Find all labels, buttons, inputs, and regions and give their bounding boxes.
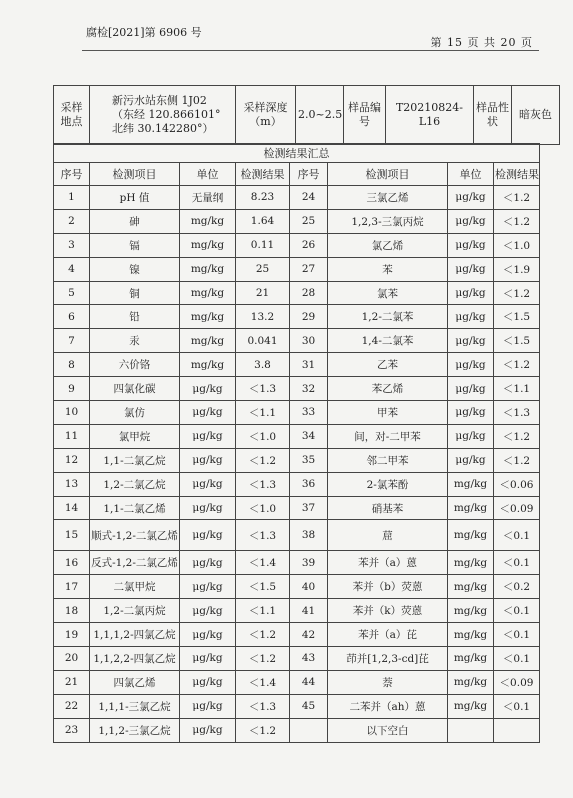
test-item: 1,1-二氯乙烷 bbox=[90, 448, 180, 472]
table-row bbox=[54, 670, 540, 694]
location-value bbox=[90, 86, 236, 145]
depth-value: 2.0~2.5 bbox=[296, 86, 344, 145]
table-row bbox=[54, 718, 540, 742]
column-header: 单位 bbox=[448, 163, 494, 186]
unit: μg/kg bbox=[180, 520, 236, 551]
row-number bbox=[290, 718, 328, 742]
row-number: 10 bbox=[54, 401, 90, 425]
sample-info-table bbox=[53, 85, 560, 145]
unit: μg/kg bbox=[448, 424, 494, 448]
unit: μg/kg bbox=[180, 472, 236, 496]
row-number: 45 bbox=[290, 694, 328, 718]
test-item: pH 值 bbox=[90, 186, 180, 210]
test-item: 砷 bbox=[90, 209, 180, 233]
test-result: ＜0.06 bbox=[494, 472, 540, 496]
test-result: ＜1.1 bbox=[236, 599, 290, 623]
row-number: 20 bbox=[54, 647, 90, 671]
location-label: 采样地点 bbox=[54, 86, 90, 145]
depth-label: 采样深度（m） bbox=[236, 86, 296, 145]
row-number: 38 bbox=[290, 520, 328, 551]
row-number: 43 bbox=[290, 647, 328, 671]
row-number: 19 bbox=[54, 623, 90, 647]
test-item: 1,1,2-三氯乙烷 bbox=[90, 718, 180, 742]
test-result: ＜0.1 bbox=[494, 551, 540, 575]
unit: μg/kg bbox=[180, 647, 236, 671]
test-result: ＜0.1 bbox=[494, 694, 540, 718]
unit: mg/kg bbox=[180, 329, 236, 353]
report-number: 腐检[2021]第 6906 号 bbox=[86, 26, 202, 39]
test-result: ＜1.2 bbox=[494, 186, 540, 210]
test-item: 以下空白 bbox=[328, 718, 448, 742]
test-result bbox=[494, 718, 540, 742]
unit: μg/kg bbox=[180, 377, 236, 401]
test-item: 䓛 bbox=[328, 520, 448, 551]
unit: μg/kg bbox=[180, 448, 236, 472]
unit: mg/kg bbox=[448, 472, 494, 496]
test-result: ＜1.0 bbox=[494, 233, 540, 257]
test-result: ＜1.2 bbox=[494, 353, 540, 377]
row-number: 3 bbox=[54, 233, 90, 257]
unit: μg/kg bbox=[180, 599, 236, 623]
test-result: ＜1.1 bbox=[494, 377, 540, 401]
test-result: ＜0.1 bbox=[494, 647, 540, 671]
test-result: ＜1.3 bbox=[494, 401, 540, 425]
row-number: 41 bbox=[290, 599, 328, 623]
table-row bbox=[54, 186, 540, 210]
test-result: ＜1.2 bbox=[494, 424, 540, 448]
location-line: 新污水站东侧 1J02 bbox=[112, 94, 207, 107]
column-header: 检测项目 bbox=[90, 163, 180, 186]
test-item: 1,1-二氯乙烯 bbox=[90, 496, 180, 520]
test-item: 反式-1,2-二氯乙烯 bbox=[90, 551, 180, 575]
table-row bbox=[54, 233, 540, 257]
test-result: ＜1.2 bbox=[236, 718, 290, 742]
test-item: 茚并[1,2,3-cd]芘 bbox=[328, 647, 448, 671]
row-number: 28 bbox=[290, 281, 328, 305]
test-item: 镉 bbox=[90, 233, 180, 257]
test-result: 25 bbox=[236, 257, 290, 281]
test-item: 1,1,1,2-四氯乙烷 bbox=[90, 623, 180, 647]
row-number: 17 bbox=[54, 575, 90, 599]
test-item: 萘 bbox=[328, 670, 448, 694]
row-number: 5 bbox=[54, 281, 90, 305]
table-row bbox=[54, 424, 540, 448]
test-item: 2-氯苯酚 bbox=[328, 472, 448, 496]
table-row bbox=[54, 329, 540, 353]
table-row bbox=[54, 599, 540, 623]
table-row bbox=[54, 647, 540, 671]
test-result: 21 bbox=[236, 281, 290, 305]
test-item: 1,1,1-三氯乙烷 bbox=[90, 694, 180, 718]
test-result: ＜0.1 bbox=[494, 599, 540, 623]
test-result: 8.23 bbox=[236, 186, 290, 210]
table-row bbox=[54, 551, 540, 575]
unit: 无量纲 bbox=[180, 186, 236, 210]
row-number: 1 bbox=[54, 186, 90, 210]
test-item: 氯甲烷 bbox=[90, 424, 180, 448]
location-line: 北纬 30.142280°） bbox=[112, 122, 214, 135]
test-item: 1,2-二氯苯 bbox=[328, 305, 448, 329]
row-number: 4 bbox=[54, 257, 90, 281]
row-number: 24 bbox=[290, 186, 328, 210]
test-item: 甲苯 bbox=[328, 401, 448, 425]
table-row bbox=[54, 281, 540, 305]
unit: mg/kg bbox=[180, 305, 236, 329]
test-result: ＜0.09 bbox=[494, 670, 540, 694]
test-item: 四氯化碳 bbox=[90, 377, 180, 401]
test-item: 间，对-二甲苯 bbox=[328, 424, 448, 448]
page-indicator: 第 15 页 共 20 页 bbox=[430, 36, 533, 49]
unit: μg/kg bbox=[180, 551, 236, 575]
test-item: 氯仿 bbox=[90, 401, 180, 425]
table-row bbox=[54, 377, 540, 401]
unit: mg/kg bbox=[448, 496, 494, 520]
row-number: 9 bbox=[54, 377, 90, 401]
unit: μg/kg bbox=[448, 377, 494, 401]
table-row bbox=[54, 520, 540, 551]
table-row bbox=[54, 575, 540, 599]
test-item: 氯乙烯 bbox=[328, 233, 448, 257]
column-header: 单位 bbox=[180, 163, 236, 186]
test-result: ＜1.3 bbox=[236, 694, 290, 718]
column-header: 序号 bbox=[54, 163, 90, 186]
unit: μg/kg bbox=[448, 257, 494, 281]
unit: mg/kg bbox=[180, 353, 236, 377]
unit: mg/kg bbox=[180, 257, 236, 281]
row-number: 23 bbox=[54, 718, 90, 742]
test-item: 铅 bbox=[90, 305, 180, 329]
table-row bbox=[54, 623, 540, 647]
sample-property-label: 样品性状 bbox=[474, 86, 512, 145]
row-number: 25 bbox=[290, 209, 328, 233]
test-result: ＜0.1 bbox=[494, 623, 540, 647]
test-item: 1,4-二氯苯 bbox=[328, 329, 448, 353]
unit: μg/kg bbox=[180, 401, 236, 425]
row-number: 11 bbox=[54, 424, 90, 448]
row-number: 14 bbox=[54, 496, 90, 520]
row-number: 42 bbox=[290, 623, 328, 647]
test-result: ＜1.5 bbox=[236, 575, 290, 599]
unit: μg/kg bbox=[448, 401, 494, 425]
unit: mg/kg bbox=[448, 520, 494, 551]
row-number: 27 bbox=[290, 257, 328, 281]
test-result: ＜1.1 bbox=[236, 401, 290, 425]
test-item: 二氯甲烷 bbox=[90, 575, 180, 599]
test-result: 13.2 bbox=[236, 305, 290, 329]
unit: μg/kg bbox=[180, 670, 236, 694]
unit: mg/kg bbox=[180, 209, 236, 233]
unit: mg/kg bbox=[448, 599, 494, 623]
column-header: 检测结果 bbox=[236, 163, 290, 186]
unit: mg/kg bbox=[448, 694, 494, 718]
test-result: ＜1.0 bbox=[236, 424, 290, 448]
table-row bbox=[54, 257, 540, 281]
test-item: 氯苯 bbox=[328, 281, 448, 305]
row-number: 32 bbox=[290, 377, 328, 401]
row-number: 26 bbox=[290, 233, 328, 257]
test-result: ＜0.2 bbox=[494, 575, 540, 599]
unit: μg/kg bbox=[448, 448, 494, 472]
sample-property-value: 暗灰色 bbox=[512, 86, 560, 145]
unit: mg/kg bbox=[180, 281, 236, 305]
row-number: 21 bbox=[54, 670, 90, 694]
row-number: 35 bbox=[290, 448, 328, 472]
row-number: 12 bbox=[54, 448, 90, 472]
test-item: 硝基苯 bbox=[328, 496, 448, 520]
test-item: 苯 bbox=[328, 257, 448, 281]
unit: μg/kg bbox=[448, 353, 494, 377]
row-number: 37 bbox=[290, 496, 328, 520]
row-number: 15 bbox=[54, 520, 90, 551]
row-number: 44 bbox=[290, 670, 328, 694]
row-number: 31 bbox=[290, 353, 328, 377]
test-result: ＜1.3 bbox=[236, 472, 290, 496]
unit: μg/kg bbox=[448, 233, 494, 257]
test-result: ＜1.2 bbox=[494, 281, 540, 305]
location-line: （东经 120.866101° bbox=[112, 108, 221, 121]
test-result: ＜1.2 bbox=[236, 623, 290, 647]
unit: mg/kg bbox=[448, 575, 494, 599]
sample-no-value: T20210824-L16 bbox=[386, 86, 474, 145]
test-item: 苯乙烯 bbox=[328, 377, 448, 401]
test-result: ＜1.9 bbox=[494, 257, 540, 281]
test-result: ＜1.5 bbox=[494, 329, 540, 353]
test-item: 乙苯 bbox=[328, 353, 448, 377]
test-item: 汞 bbox=[90, 329, 180, 353]
unit: μg/kg bbox=[180, 694, 236, 718]
table-row bbox=[54, 496, 540, 520]
unit: μg/kg bbox=[448, 209, 494, 233]
unit: μg/kg bbox=[448, 281, 494, 305]
results-table bbox=[53, 143, 540, 743]
test-item: 顺式-1,2-二氯乙烯 bbox=[90, 520, 180, 551]
sample-no-label: 样品编号 bbox=[344, 86, 386, 145]
table-row bbox=[54, 353, 540, 377]
test-result: ＜1.0 bbox=[236, 496, 290, 520]
test-item: 1,1,2,2-四氯乙烷 bbox=[90, 647, 180, 671]
row-number: 30 bbox=[290, 329, 328, 353]
table-row bbox=[54, 448, 540, 472]
row-number: 18 bbox=[54, 599, 90, 623]
test-item: 镍 bbox=[90, 257, 180, 281]
row-number: 40 bbox=[290, 575, 328, 599]
test-result: ＜1.2 bbox=[494, 209, 540, 233]
test-item: 邻二甲苯 bbox=[328, 448, 448, 472]
row-number: 13 bbox=[54, 472, 90, 496]
unit: μg/kg bbox=[448, 305, 494, 329]
row-number: 36 bbox=[290, 472, 328, 496]
test-item: 1,2-二氯乙烷 bbox=[90, 472, 180, 496]
row-number: 2 bbox=[54, 209, 90, 233]
unit: mg/kg bbox=[448, 623, 494, 647]
column-header: 检测项目 bbox=[328, 163, 448, 186]
test-result: ＜1.5 bbox=[494, 305, 540, 329]
test-item: 苯并（k）荧蒽 bbox=[328, 599, 448, 623]
test-item: 1,2-二氯丙烷 bbox=[90, 599, 180, 623]
column-header: 检测结果 bbox=[494, 163, 540, 186]
row-number: 39 bbox=[290, 551, 328, 575]
test-result: ＜0.1 bbox=[494, 520, 540, 551]
test-item: 四氯乙烯 bbox=[90, 670, 180, 694]
header-rule bbox=[82, 50, 539, 51]
unit: mg/kg bbox=[448, 551, 494, 575]
row-number: 6 bbox=[54, 305, 90, 329]
test-result: 0.041 bbox=[236, 329, 290, 353]
test-item: 苯并（a）芘 bbox=[328, 623, 448, 647]
column-header: 序号 bbox=[290, 163, 328, 186]
test-result: ＜1.2 bbox=[494, 448, 540, 472]
test-item: 二苯并（ah）蒽 bbox=[328, 694, 448, 718]
unit: μg/kg bbox=[180, 718, 236, 742]
unit: μg/kg bbox=[180, 575, 236, 599]
results-title: 检测结果汇总 bbox=[54, 144, 540, 163]
unit: μg/kg bbox=[180, 496, 236, 520]
row-number: 8 bbox=[54, 353, 90, 377]
table-row bbox=[54, 209, 540, 233]
row-number: 16 bbox=[54, 551, 90, 575]
test-result: ＜1.3 bbox=[236, 520, 290, 551]
unit: μg/kg bbox=[448, 186, 494, 210]
test-item: 六价铬 bbox=[90, 353, 180, 377]
test-result: ＜1.2 bbox=[236, 647, 290, 671]
test-result: ＜1.4 bbox=[236, 551, 290, 575]
test-item: 1,2,3-三氯丙烷 bbox=[328, 209, 448, 233]
table-row bbox=[54, 401, 540, 425]
test-item: 苯并（a）蒽 bbox=[328, 551, 448, 575]
test-result: ＜1.4 bbox=[236, 670, 290, 694]
row-number: 33 bbox=[290, 401, 328, 425]
test-result: ＜1.3 bbox=[236, 377, 290, 401]
unit: μg/kg bbox=[448, 329, 494, 353]
test-result: ＜1.2 bbox=[236, 448, 290, 472]
test-result: 1.64 bbox=[236, 209, 290, 233]
unit: μg/kg bbox=[180, 424, 236, 448]
test-item: 铜 bbox=[90, 281, 180, 305]
unit: mg/kg bbox=[180, 233, 236, 257]
unit: μg/kg bbox=[180, 623, 236, 647]
table-row bbox=[54, 694, 540, 718]
row-number: 22 bbox=[54, 694, 90, 718]
unit: mg/kg bbox=[448, 670, 494, 694]
table-row bbox=[54, 472, 540, 496]
row-number: 34 bbox=[290, 424, 328, 448]
unit bbox=[448, 718, 494, 742]
row-number: 7 bbox=[54, 329, 90, 353]
test-item: 苯并（b）荧蒽 bbox=[328, 575, 448, 599]
test-result: ＜0.09 bbox=[494, 496, 540, 520]
row-number: 29 bbox=[290, 305, 328, 329]
test-item: 三氯乙烯 bbox=[328, 186, 448, 210]
unit: mg/kg bbox=[448, 647, 494, 671]
table-row bbox=[54, 305, 540, 329]
test-result: 0.11 bbox=[236, 233, 290, 257]
test-result: 3.8 bbox=[236, 353, 290, 377]
